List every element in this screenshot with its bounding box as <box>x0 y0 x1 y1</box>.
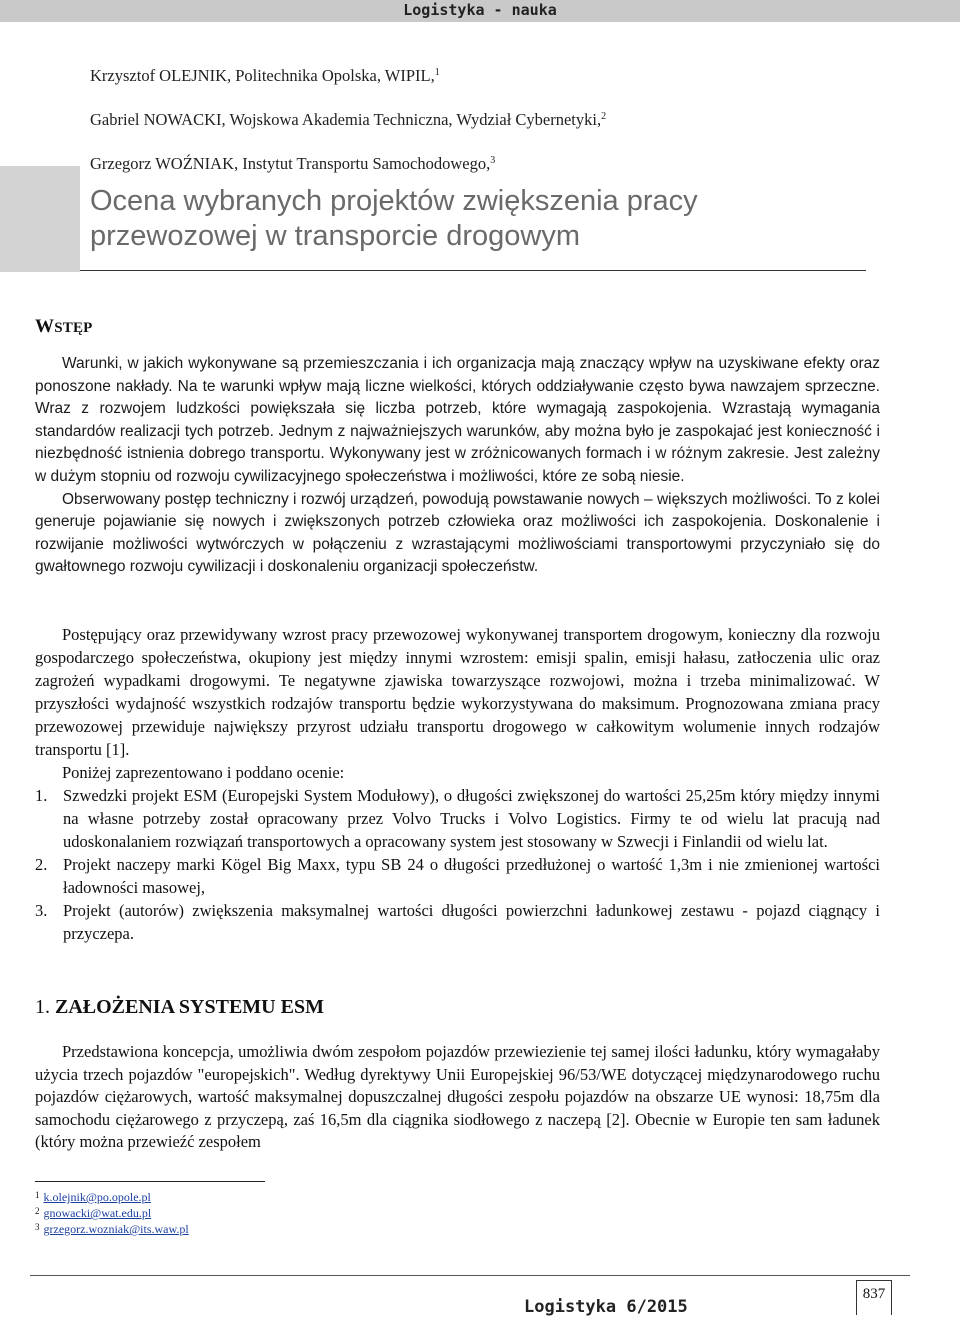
title-rule <box>80 270 866 271</box>
list-item: 2. Projekt naczepy marki Kögel Big Maxx, typu SB 24 o długości przedłużonej o wartość 1,3m i nie zmienionej wartości ładowności masowej, <box>35 855 880 897</box>
footnote-email-link[interactable]: gnowacki@wat.edu.pl <box>43 1206 152 1220</box>
footer-rule <box>30 1275 910 1276</box>
title-side-block <box>0 166 80 272</box>
intro-paragraph-1: Warunki, w jakich wykonywane są przemieszczania i ich organizacja mają znaczący wpływ na uzyskiwane efekty oraz ponoszone nakłady. Na te warunki wpływ mają liczne wielkości, których oddziaływanie często bywa nawzajem sprzeczne. Wraz z rozwojem ludzkości powiększała się liczba potrzeb, które wymagają zaspokojenia. Wzrastają wymagania standardów realizacji tych potrzeb. Jednym z najważniejszych warunków, aby można było je zaspokajać jest konieczność i niezbędność istnienia dobrego transportu. Wykonywany jest w zróżnicowanych formach i w różnym zakresie. Jest zależny w dużym stopniu od rozwoju cywilizacyjnego społeczeństwa i możliwości, które ze sobą niesie. <box>35 355 880 485</box>
author-2: Gabriel NOWACKI, Wojskowa Akademia Techniczna, Wydział Cybernetyki,$^2$ <box>90 110 607 129</box>
intro-heading: WSTĘP <box>35 316 93 337</box>
footnote-email-link[interactable]: grzegorz.wozniak@its.waw.pl <box>43 1222 189 1236</box>
footnote-1: $^1$ k.olejnik@po.opole.pl <box>35 1190 151 1204</box>
section-1-heading: 1. ZAŁOŻENIA SYSTEMU ESM <box>35 996 324 1018</box>
evaluated-projects-list <box>35 784 880 945</box>
title-line-1: Ocena wybranych projektów zwiększenia pracy <box>90 185 698 217</box>
section-1-body <box>35 1041 880 1154</box>
footer-journal: Logistyka 6/2015 <box>524 1297 688 1317</box>
author-1: Krzysztof OLEJNIK, Politechnika Opolska, WIPIL,$^1$ <box>90 66 440 85</box>
intro-body-continued <box>35 623 880 945</box>
list-item: 3. Projekt (autorów) zwiększenia maksymalnej wartości długości powierzchni ładunkowej zestawu - pojazd ciągnący i przyczepa. <box>35 901 880 943</box>
list-item: 1. Szwedzki projekt ESM (Europejski System Modułowy), o długości zwiększonej do wartości 25,25m który między innymi na własne potrzeby został opracowany przez Volvo Trucks i Volvo Logistics. Firmy te od wielu lat pracują nad udoskonalaniem rozwiązań transportowych a opracowany system jest stosowany w Szwecji i Finlandii od wielu lat. <box>35 786 880 851</box>
footnote-3: $^3$ grzegorz.wozniak@its.waw.pl <box>35 1222 189 1236</box>
page-number: 837 <box>856 1280 892 1315</box>
footnote-email-link[interactable]: k.olejnik@po.opole.pl <box>43 1190 151 1204</box>
footnotes <box>35 1189 189 1237</box>
footnote-2: $^2$ gnowacki@wat.edu.pl <box>35 1206 152 1220</box>
section-1-paragraph: Przedstawiona koncepcja, umożliwia dwóm zespołom pojazdów przewiezienie tej samej ilości ładunku, który wymagałaby użycia trzech pojazdów "europejskich". Według dyrektywy Unii Europejskiej 96/53/WE dotyczącej międzynarodowego ruchu pojazdów ciężarowych, wartość maksymalnej dopuszczalnej długości zespołu pojazdów na obszarze UE wynosi: 18,75m dla samochodu ciężarowego z przyczepą, zaś 16,5m dla ciągnika siodłowego z naczepą [2]. Obecnie w Europie ten sam ładunek (który można przewieźć zespołem <box>35 1042 880 1152</box>
authors-block <box>90 66 870 198</box>
intro-paragraph-3: Postępujący oraz przewidywany wzrost pracy przewozowej wykonywanej transportem drogowym, konieczny dla rozwoju gospodarczego społeczeństwa, okupiony jest między innymi wzrostem: emisji spalin, emisji hałasu, zatłoczenia ulic oraz zagrożeń wypadkami drogowymi. Te negatywne zjawiska towarzyszące rozwojowi, można i trzeba minimalizować. W przyszłości wydajność wszystkich rodzajów transportu będzie wykorzystywana do maksimum. Prognozowana zmiana pracy przewozowej przewiduje największy przyrost udziału transportu drogowego w całkowitym wolumenie innych rodzajów transportu [1]. <box>35 625 880 759</box>
running-header: Logistyka - nauka <box>0 0 960 22</box>
author-3: Grzegorz WOŹNIAK, Instytut Transportu Samochodowego,$^3$ <box>90 154 496 173</box>
footnote-ref-2: 2 <box>601 111 607 122</box>
footnote-ref-3: 3 <box>490 155 496 166</box>
intro-body <box>35 353 880 579</box>
list-intro: Poniżej zaprezentowano i poddano ocenie: <box>62 763 345 782</box>
footnote-ref-1: 1 <box>434 67 440 78</box>
intro-paragraph-2: Obserwowany postęp techniczny i rozwój urządzeń, powodują powstawanie nowych – większych możliwości. To z kolei generuje pojawianie się nowych i zwiększonych potrzeb człowieka oraz możliwości ich zaspokojenia. Doskonalenie i rozwijanie możliwości wytwórczych w połączeniu z wzrastającymi możliwościami transportowymi przyczyniało się do gwałtownego rozwoju cywilizacji i doskonaleniu organizacji społeczeństw. <box>35 490 880 576</box>
footnote-rule <box>35 1181 265 1182</box>
article-title <box>90 184 850 254</box>
title-line-2: przewozowej w transporcie drogowym <box>90 220 580 252</box>
